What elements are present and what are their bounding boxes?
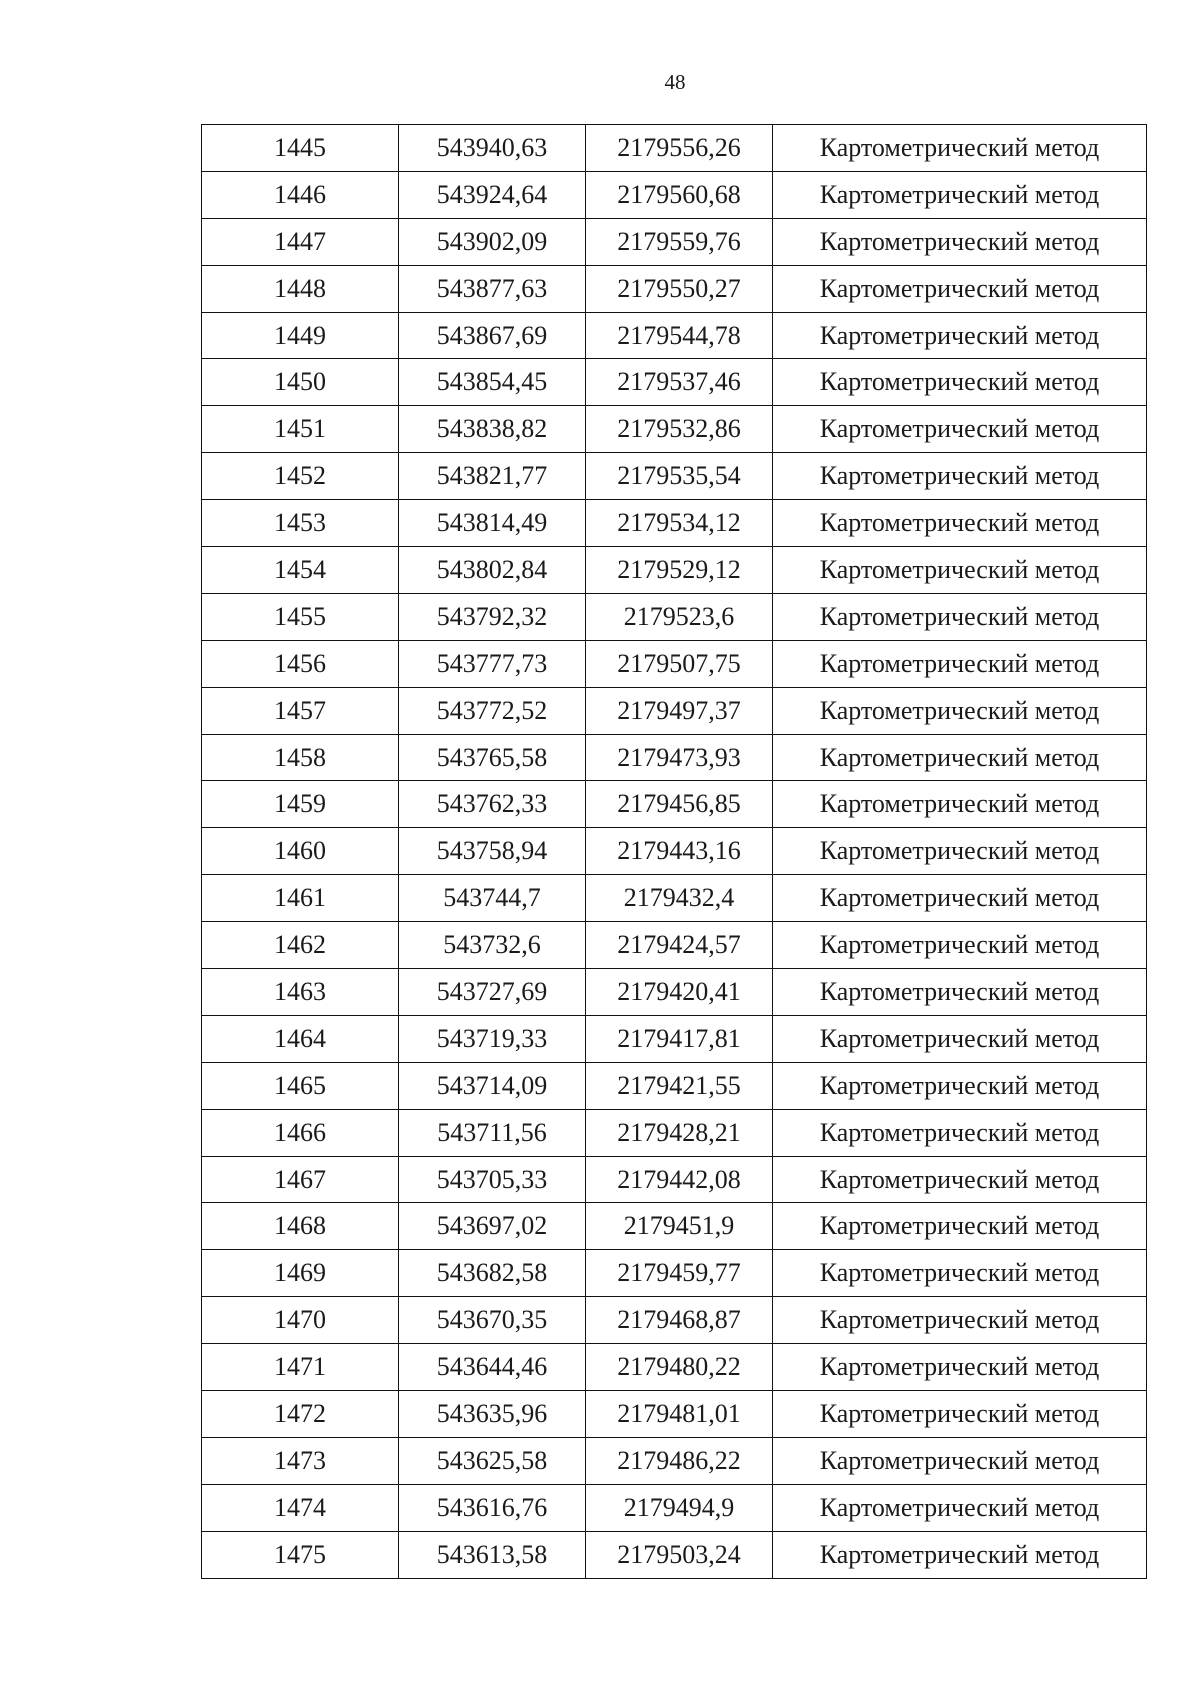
y-coordinate-cell: 2179529,12 bbox=[586, 547, 773, 594]
x-coordinate-cell: 543682,58 bbox=[399, 1250, 586, 1297]
method-cell: Картометрический метод bbox=[773, 1297, 1147, 1344]
table-row bbox=[202, 734, 1147, 781]
x-coordinate-cell: 543719,33 bbox=[399, 1015, 586, 1062]
table-row bbox=[202, 781, 1147, 828]
point-number-cell: 1453 bbox=[202, 500, 399, 547]
x-coordinate-cell: 543940,63 bbox=[399, 125, 586, 172]
y-coordinate-cell: 2179468,87 bbox=[586, 1297, 773, 1344]
table-row bbox=[202, 593, 1147, 640]
x-coordinate-cell: 543670,35 bbox=[399, 1297, 586, 1344]
method-cell: Картометрический метод bbox=[773, 312, 1147, 359]
point-number-cell: 1463 bbox=[202, 969, 399, 1016]
x-coordinate-cell: 543877,63 bbox=[399, 265, 586, 312]
y-coordinate-cell: 2179532,86 bbox=[586, 406, 773, 453]
y-coordinate-cell: 2179544,78 bbox=[586, 312, 773, 359]
y-coordinate-cell: 2179507,75 bbox=[586, 640, 773, 687]
point-number-cell: 1457 bbox=[202, 687, 399, 734]
method-cell: Картометрический метод bbox=[773, 640, 1147, 687]
y-coordinate-cell: 2179473,93 bbox=[586, 734, 773, 781]
method-cell: Картометрический метод bbox=[773, 1109, 1147, 1156]
method-cell: Картометрический метод bbox=[773, 828, 1147, 875]
table-row bbox=[202, 1344, 1147, 1391]
method-cell: Картометрический метод bbox=[773, 547, 1147, 594]
y-coordinate-cell: 2179428,21 bbox=[586, 1109, 773, 1156]
table-row bbox=[202, 828, 1147, 875]
table-row bbox=[202, 265, 1147, 312]
y-coordinate-cell: 2179459,77 bbox=[586, 1250, 773, 1297]
table-row bbox=[202, 640, 1147, 687]
table-row bbox=[202, 922, 1147, 969]
method-cell: Картометрический метод bbox=[773, 1156, 1147, 1203]
method-cell: Картометрический метод bbox=[773, 1015, 1147, 1062]
table-row bbox=[202, 453, 1147, 500]
point-number-cell: 1468 bbox=[202, 1203, 399, 1250]
point-number-cell: 1465 bbox=[202, 1062, 399, 1109]
method-cell: Картометрический метод bbox=[773, 453, 1147, 500]
point-number-cell: 1467 bbox=[202, 1156, 399, 1203]
x-coordinate-cell: 543697,02 bbox=[399, 1203, 586, 1250]
point-number-cell: 1459 bbox=[202, 781, 399, 828]
method-cell: Картометрический метод bbox=[773, 969, 1147, 1016]
point-number-cell: 1462 bbox=[202, 922, 399, 969]
table-row bbox=[202, 1062, 1147, 1109]
y-coordinate-cell: 2179421,55 bbox=[586, 1062, 773, 1109]
x-coordinate-cell: 543705,33 bbox=[399, 1156, 586, 1203]
point-number-cell: 1452 bbox=[202, 453, 399, 500]
y-coordinate-cell: 2179494,9 bbox=[586, 1484, 773, 1531]
y-coordinate-cell: 2179559,76 bbox=[586, 218, 773, 265]
method-cell: Картометрический метод bbox=[773, 218, 1147, 265]
x-coordinate-cell: 543727,69 bbox=[399, 969, 586, 1016]
point-number-cell: 1449 bbox=[202, 312, 399, 359]
point-number-cell: 1475 bbox=[202, 1531, 399, 1578]
method-cell: Картометрический метод bbox=[773, 687, 1147, 734]
table-row bbox=[202, 547, 1147, 594]
table-row bbox=[202, 1531, 1147, 1578]
x-coordinate-cell: 543792,32 bbox=[399, 593, 586, 640]
y-coordinate-cell: 2179443,16 bbox=[586, 828, 773, 875]
point-number-cell: 1454 bbox=[202, 547, 399, 594]
y-coordinate-cell: 2179550,27 bbox=[586, 265, 773, 312]
method-cell: Картометрический метод bbox=[773, 500, 1147, 547]
y-coordinate-cell: 2179537,46 bbox=[586, 359, 773, 406]
table-row bbox=[202, 687, 1147, 734]
table-row bbox=[202, 312, 1147, 359]
y-coordinate-cell: 2179503,24 bbox=[586, 1531, 773, 1578]
method-cell: Картометрический метод bbox=[773, 1391, 1147, 1438]
point-number-cell: 1451 bbox=[202, 406, 399, 453]
x-coordinate-cell: 543902,09 bbox=[399, 218, 586, 265]
x-coordinate-cell: 543772,52 bbox=[399, 687, 586, 734]
point-number-cell: 1461 bbox=[202, 875, 399, 922]
x-coordinate-cell: 543777,73 bbox=[399, 640, 586, 687]
point-number-cell: 1456 bbox=[202, 640, 399, 687]
y-coordinate-cell: 2179534,12 bbox=[586, 500, 773, 547]
method-cell: Картометрический метод bbox=[773, 1484, 1147, 1531]
point-number-cell: 1455 bbox=[202, 593, 399, 640]
y-coordinate-cell: 2179481,01 bbox=[586, 1391, 773, 1438]
method-cell: Картометрический метод bbox=[773, 1062, 1147, 1109]
point-number-cell: 1447 bbox=[202, 218, 399, 265]
y-coordinate-cell: 2179420,41 bbox=[586, 969, 773, 1016]
x-coordinate-cell: 543758,94 bbox=[399, 828, 586, 875]
coordinates-table-body bbox=[202, 125, 1147, 1579]
y-coordinate-cell: 2179523,6 bbox=[586, 593, 773, 640]
table-row bbox=[202, 1250, 1147, 1297]
y-coordinate-cell: 2179556,26 bbox=[586, 125, 773, 172]
method-cell: Картометрический метод bbox=[773, 265, 1147, 312]
point-number-cell: 1445 bbox=[202, 125, 399, 172]
x-coordinate-cell: 543635,96 bbox=[399, 1391, 586, 1438]
table-row bbox=[202, 1297, 1147, 1344]
point-number-cell: 1473 bbox=[202, 1437, 399, 1484]
x-coordinate-cell: 543867,69 bbox=[399, 312, 586, 359]
table-row bbox=[202, 969, 1147, 1016]
x-coordinate-cell: 543924,64 bbox=[399, 171, 586, 218]
coordinates-table bbox=[201, 124, 1147, 1579]
y-coordinate-cell: 2179432,4 bbox=[586, 875, 773, 922]
x-coordinate-cell: 543732,6 bbox=[399, 922, 586, 969]
method-cell: Картометрический метод bbox=[773, 406, 1147, 453]
y-coordinate-cell: 2179560,68 bbox=[586, 171, 773, 218]
x-coordinate-cell: 543644,46 bbox=[399, 1344, 586, 1391]
point-number-cell: 1460 bbox=[202, 828, 399, 875]
y-coordinate-cell: 2179451,9 bbox=[586, 1203, 773, 1250]
y-coordinate-cell: 2179497,37 bbox=[586, 687, 773, 734]
x-coordinate-cell: 543765,58 bbox=[399, 734, 586, 781]
x-coordinate-cell: 543814,49 bbox=[399, 500, 586, 547]
y-coordinate-cell: 2179442,08 bbox=[586, 1156, 773, 1203]
method-cell: Картометрический метод bbox=[773, 1250, 1147, 1297]
point-number-cell: 1469 bbox=[202, 1250, 399, 1297]
point-number-cell: 1466 bbox=[202, 1109, 399, 1156]
x-coordinate-cell: 543744,7 bbox=[399, 875, 586, 922]
y-coordinate-cell: 2179480,22 bbox=[586, 1344, 773, 1391]
x-coordinate-cell: 543613,58 bbox=[399, 1531, 586, 1578]
x-coordinate-cell: 543838,82 bbox=[399, 406, 586, 453]
table-row bbox=[202, 875, 1147, 922]
table-row bbox=[202, 1109, 1147, 1156]
x-coordinate-cell: 543821,77 bbox=[399, 453, 586, 500]
method-cell: Картометрический метод bbox=[773, 1531, 1147, 1578]
y-coordinate-cell: 2179535,54 bbox=[586, 453, 773, 500]
table-row bbox=[202, 1015, 1147, 1062]
method-cell: Картометрический метод bbox=[773, 593, 1147, 640]
page-number: 48 bbox=[664, 70, 686, 94]
method-cell: Картометрический метод bbox=[773, 1437, 1147, 1484]
y-coordinate-cell: 2179456,85 bbox=[586, 781, 773, 828]
method-cell: Картометрический метод bbox=[773, 171, 1147, 218]
method-cell: Картометрический метод bbox=[773, 781, 1147, 828]
table-row bbox=[202, 1391, 1147, 1438]
table-row bbox=[202, 500, 1147, 547]
method-cell: Картометрический метод bbox=[773, 1344, 1147, 1391]
point-number-cell: 1450 bbox=[202, 359, 399, 406]
point-number-cell: 1474 bbox=[202, 1484, 399, 1531]
point-number-cell: 1464 bbox=[202, 1015, 399, 1062]
x-coordinate-cell: 543616,76 bbox=[399, 1484, 586, 1531]
method-cell: Картометрический метод bbox=[773, 922, 1147, 969]
y-coordinate-cell: 2179486,22 bbox=[586, 1437, 773, 1484]
method-cell: Картометрический метод bbox=[773, 875, 1147, 922]
table-row bbox=[202, 1484, 1147, 1531]
x-coordinate-cell: 543711,56 bbox=[399, 1109, 586, 1156]
x-coordinate-cell: 543714,09 bbox=[399, 1062, 586, 1109]
y-coordinate-cell: 2179417,81 bbox=[586, 1015, 773, 1062]
table-row bbox=[202, 1203, 1147, 1250]
x-coordinate-cell: 543762,33 bbox=[399, 781, 586, 828]
x-coordinate-cell: 543625,58 bbox=[399, 1437, 586, 1484]
method-cell: Картометрический метод bbox=[773, 1203, 1147, 1250]
point-number-cell: 1472 bbox=[202, 1391, 399, 1438]
table-row bbox=[202, 125, 1147, 172]
point-number-cell: 1471 bbox=[202, 1344, 399, 1391]
point-number-cell: 1446 bbox=[202, 171, 399, 218]
table-row bbox=[202, 359, 1147, 406]
y-coordinate-cell: 2179424,57 bbox=[586, 922, 773, 969]
method-cell: Картометрический метод bbox=[773, 734, 1147, 781]
point-number-cell: 1458 bbox=[202, 734, 399, 781]
point-number-cell: 1470 bbox=[202, 1297, 399, 1344]
table-row bbox=[202, 1437, 1147, 1484]
table-row bbox=[202, 171, 1147, 218]
method-cell: Картометрический метод bbox=[773, 125, 1147, 172]
method-cell: Картометрический метод bbox=[773, 359, 1147, 406]
x-coordinate-cell: 543802,84 bbox=[399, 547, 586, 594]
point-number-cell: 1448 bbox=[202, 265, 399, 312]
x-coordinate-cell: 543854,45 bbox=[399, 359, 586, 406]
table-row bbox=[202, 218, 1147, 265]
table-row bbox=[202, 406, 1147, 453]
table-row bbox=[202, 1156, 1147, 1203]
